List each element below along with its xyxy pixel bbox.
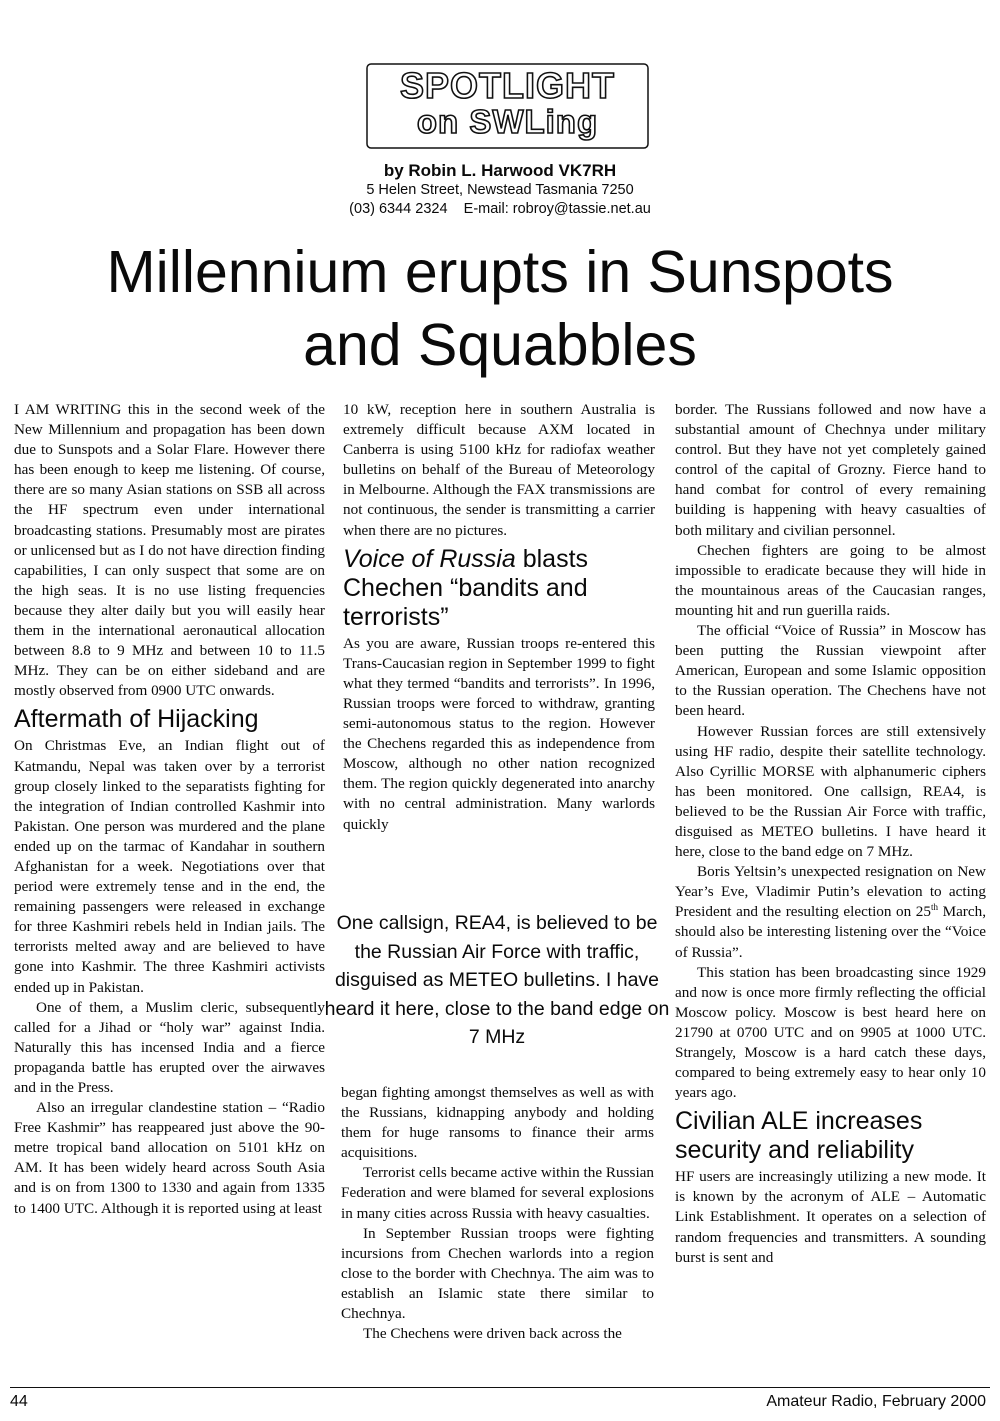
logo-line1: SPOTLIGHT bbox=[400, 65, 615, 106]
logo-line2: on SWLing bbox=[416, 103, 599, 140]
paragraph: The Chechens were driven back across the bbox=[363, 1325, 622, 1343]
paragraph: Chechen fighters are going to be almost impossible to eradicate because they will hide in the mountainous areas of the Caucasian ranges, mounting hit and run guerilla raids. bbox=[675, 541, 986, 619]
paragraph: HF users are increasingly utilizing a new mode. It is known by the acronym of ALE – Automatic Link Establishment. It operates on a selection of random frequencies and transmitters. A sounding burst is sent and bbox=[675, 1168, 986, 1266]
paragraph: The official “Voice of Russia” in Moscow has been putting the Russian viewpoint after American, European and some Islamic opposition to the Russian operation. The Chechens have not been heard. bbox=[675, 622, 986, 720]
paragraph bbox=[675, 862, 986, 962]
title-line2: and Squabbles bbox=[303, 312, 697, 378]
text-run: March, should also be interesting listening over the “Voice of Russia”. bbox=[675, 903, 986, 961]
paragraph: 10 kW, reception here in southern Australia is extremely difficult because AXM located in Canberra is using 5100 kHz for radiofax weather bulletins on behalf of the Bureau of Meteorology in Melbourne. Although the FAX transmissions are not continuous, the sender is transmitting a carrier when there are no pictures. bbox=[343, 401, 655, 539]
paragraph: Also an irregular clandestine station – “Radio Free Kashmir” has reappeared just above the 90-metre tropical band allocation on 5101 kHz on AM. It has been widely heard across South Asia and is on from 1300 to 1330 and again from 1335 to 1400 UTC. Although it is reported using at least bbox=[14, 1099, 325, 1217]
subheading-civilian-ale: Civilian ALE increases security and reliability bbox=[675, 1107, 923, 1165]
subheading-italic-part: Voice of Russia bbox=[343, 544, 516, 573]
byline bbox=[0, 160, 1000, 219]
title-line1: Millennium erupts in Sunspots bbox=[106, 239, 894, 305]
text-run: Boris Yeltsin’s unexpected resignation on New Year’s Eve, Vladimir Putin’s elevation to acting President and the resulting election on 25 bbox=[675, 863, 986, 921]
subheading-voice-of-russia bbox=[343, 545, 655, 632]
paragraph: Terrorist cells became active within the Russian Federation and were blamed for several explosions in many cities across Russia with heavy casualties. bbox=[341, 1164, 654, 1222]
author-address: 5 Helen Street, Newstead Tasmania 7250 bbox=[366, 182, 634, 198]
author-contact: (03) 6344 2324 E-mail: robroy@tassie.net.au bbox=[349, 201, 651, 217]
paragraph: began fighting amongst themselves as well as with the Russians, kidnapping anybody and holding them for huge ransoms to finance their arms acquisitions. bbox=[341, 1084, 654, 1162]
subheading-rest: blasts Chechen “bandits and terrorists” bbox=[343, 544, 589, 631]
page-number: 44 bbox=[10, 1393, 28, 1410]
pull-quote: One callsign, REA4, is believed to be the Russian Air Force with traffic, disguised as METEO bulletins. I have heard it here, close to the band edge on 7 MHz bbox=[324, 912, 670, 1048]
paragraph: This station has been broadcasting since 1929 and now is once more firmly reflecting the official Moscow policy. Moscow is best heard here on 21790 at 0700 UTC and on 9905 at 1000 UTC. Strangely, Moscow is a hard catch these days, compared to being extremely easy to hear only 10 years ago. bbox=[675, 963, 986, 1102]
subheading-hijacking: Aftermath of Hijacking bbox=[14, 705, 259, 734]
paragraph: As you are aware, Russian troops re-entered this Trans-Caucasian region in September 1999 to fight what they termed “bandits and terrorists”. In 1996, Russian troops were forced to withdraw, granting semi-autonomous status to the region. However the Chechens regarded this as independence from Moscow, although no other nation recognized them. The region quickly degenerated into anarchy with no central administration. Many warlords quickly bbox=[343, 634, 655, 833]
paragraph: In September Russian troops were fighting incursions from Chechen warlords into a region close to the border with Chechnya. The aim was to establish an Islamic state there similar to Chechnya. bbox=[341, 1224, 654, 1323]
superscript: th bbox=[930, 902, 938, 913]
article-column-3 bbox=[675, 400, 986, 1268]
article-column-1 bbox=[14, 400, 325, 1219]
paragraph: border. The Russians followed and now have a substantial amount of Chechnya under military control. But they have not yet completely gained control of the capital of Grozny. Fierce hand to hand combat for control of every remaining building is happening with heavy casualties of both military and civilian personnel. bbox=[675, 401, 986, 539]
intro-paragraph: I AM WRITING this in the second week of the New Millennium and propagation has been down due to Sunspots and a Solar Flare. However there has been enough to keep me listening. Of course, there are so many Asian stations on SSB all across the HF spectrum even under international broadcasting stations. Presumably most are pirates or unlicensed but as I do not have direction finding capabilities, I can only suspect that some are on the high seas. It is no use listing frequencies because they alter daily but you will easily hear them in the international aeronautical allocation between 8.8 to 9 MHz and between 10 to 11.5 MHz. They can be on either sideband and are mostly observed from 0900 UTC onwards. bbox=[14, 401, 325, 700]
paragraph: One of them, a Muslim cleric, subsequently called for a Jihad or “holy war” against India. Naturally this has incensed India and a fierce propaganda battle has erupted over the airwaves and in the Press. bbox=[14, 998, 325, 1096]
page-title bbox=[0, 236, 1000, 382]
footer-rule bbox=[10, 1387, 990, 1388]
author-name: by Robin L. Harwood VK7RH bbox=[383, 161, 617, 180]
article-column-2-top bbox=[343, 400, 655, 835]
article-column-2-bottom bbox=[341, 1083, 654, 1344]
column-logo bbox=[365, 58, 650, 154]
paragraph: On Christmas Eve, an Indian flight out of Katmandu, Nepal was taken over by a terrorist group closely linked to the separatists fighting for the integration of Indian controlled Kashmir into Pakistan. One person was murdered and the plane ended up on the tarmac of Kandahar in southern Afghanistan for a week. Negotiations over that period were extremely tense and in the end, the remaining passengers were released in exchange for three Kashmiri rebels held in Indian jails. The terrorists melted away and are believed to have gone into Kashmir. The three Kashmiri activists ended up in Pakistan. bbox=[14, 737, 325, 996]
paragraph: However Russian forces are still extensively using HF radio, despite their satellite technology. Also Cyrillic MORSE with alphanumeric ciphers has been monitored. One callsign, REA4, is believed to be the Russian Air Force with traffic, disguised as METEO bulletins. I have heard it here, close to the band edge on 7 MHz. bbox=[675, 722, 986, 861]
publication-name: Amateur Radio, February 2000 bbox=[766, 1393, 986, 1410]
